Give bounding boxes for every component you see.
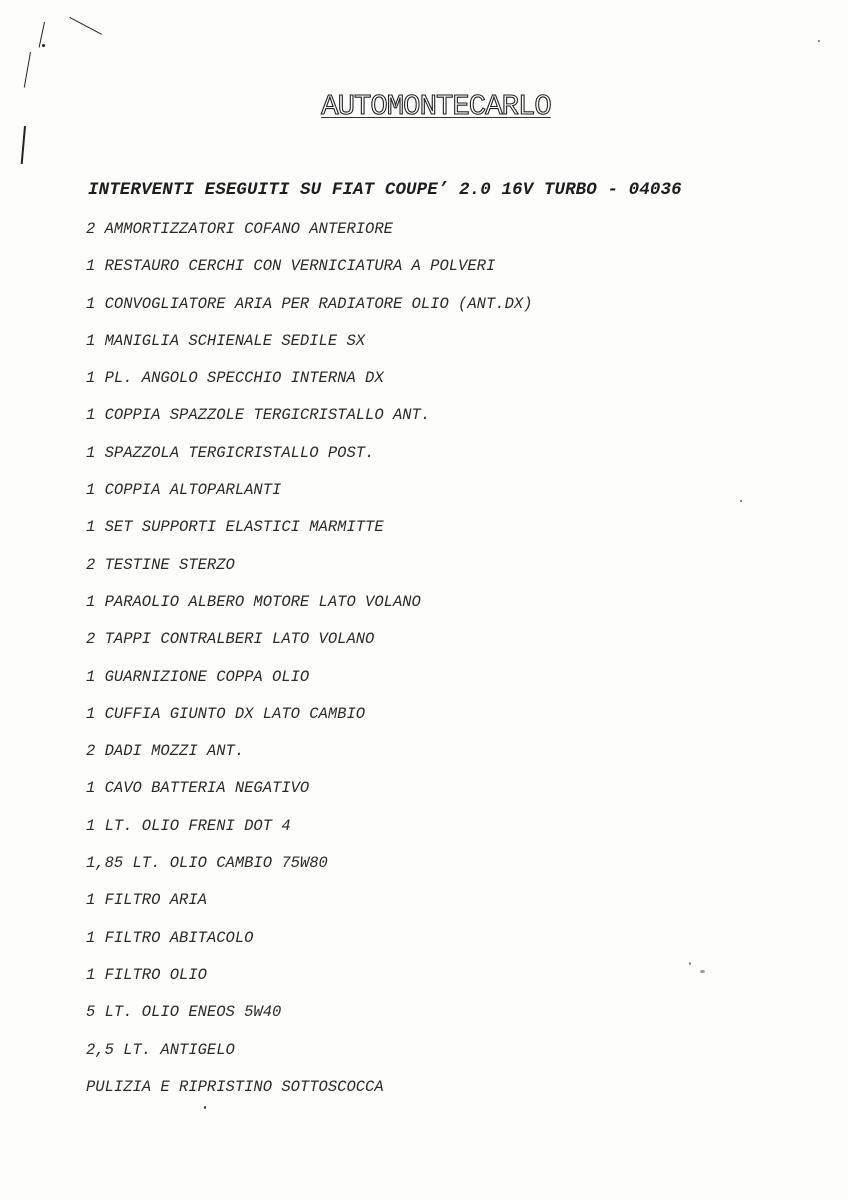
list-item: 5 LT. OLIO ENEOS 5W40 (86, 1003, 282, 1022)
list-item: 1 CAVO BATTERIA NEGATIVO (86, 779, 310, 798)
list-item: 2 TAPPI CONTRALBERI LATO VOLANO (86, 630, 375, 649)
list-item: 1 RESTAURO CERCHI CON VERNICIATURA A POLVERI (86, 257, 496, 276)
list-item: 2 AMMORTIZZATORI COFANO ANTERIORE (86, 220, 393, 238)
list-item: 1 FILTRO ABITACOLO (86, 928, 254, 947)
list-item: 2 TESTINE STERZO (86, 555, 235, 574)
margin-pen-mark (69, 17, 101, 35)
list-item: 1 COPPIA ALTOPARLANTI (86, 481, 282, 500)
scan-speck (818, 40, 820, 42)
document-heading: INTERVENTI ESEGUITI SU FIAT COUPE’ 2.0 16V TURBO - 04036 (88, 180, 682, 200)
list-item: 1,85 LT. OLIO CAMBIO 75W80 (86, 854, 328, 873)
list-item: 1 SET SUPPORTI ELASTICI MARMITTE (86, 518, 384, 537)
margin-pen-mark (21, 126, 26, 164)
scan-speck (740, 500, 742, 502)
list-item: 1 CONVOGLIATORE ARIA PER RADIATORE OLIO (ANT.DX) (86, 294, 533, 313)
list-item: 1 FILTRO OLIO (86, 965, 207, 984)
list-item: 1 CUFFIA GIUNTO DX LATO CAMBIO (86, 704, 366, 723)
list-item: 1 GUARNIZIONE COPPA OLIO (86, 667, 310, 686)
scan-speck (689, 962, 691, 965)
list-item: 1 FILTRO ARIA (86, 891, 207, 910)
list-item: 1 PL. ANGOLO SPECCHIO INTERNA DX (86, 369, 384, 388)
list-item: PULIZIA E RIPRISTINO SOTTOSCOCCA (86, 1077, 384, 1096)
list-item: 2,5 LT. ANTIGELO (86, 1040, 235, 1059)
list-item: 1 PARAOLIO ALBERO MOTORE LATO VOLANO (86, 592, 421, 611)
margin-pen-mark (24, 52, 32, 88)
margin-pen-mark (42, 44, 45, 47)
document-title: AUTOMONTECARLO (321, 90, 551, 123)
interventions-list (86, 219, 532, 1114)
list-item: 1 COPPIA SPAZZOLE TERGICRISTALLO ANT. (86, 406, 431, 425)
list-item: 2 DADI MOZZI ANT. (86, 742, 245, 761)
list-item: 1 LT. OLIO FRENI DOT 4 (86, 816, 291, 835)
list-item: 1 MANIGLIA SCHIENALE SEDILE SX (86, 331, 366, 350)
list-item: 1 SPAZZOLA TERGICRISTALLO POST. (86, 443, 375, 462)
scan-speck (700, 970, 705, 973)
